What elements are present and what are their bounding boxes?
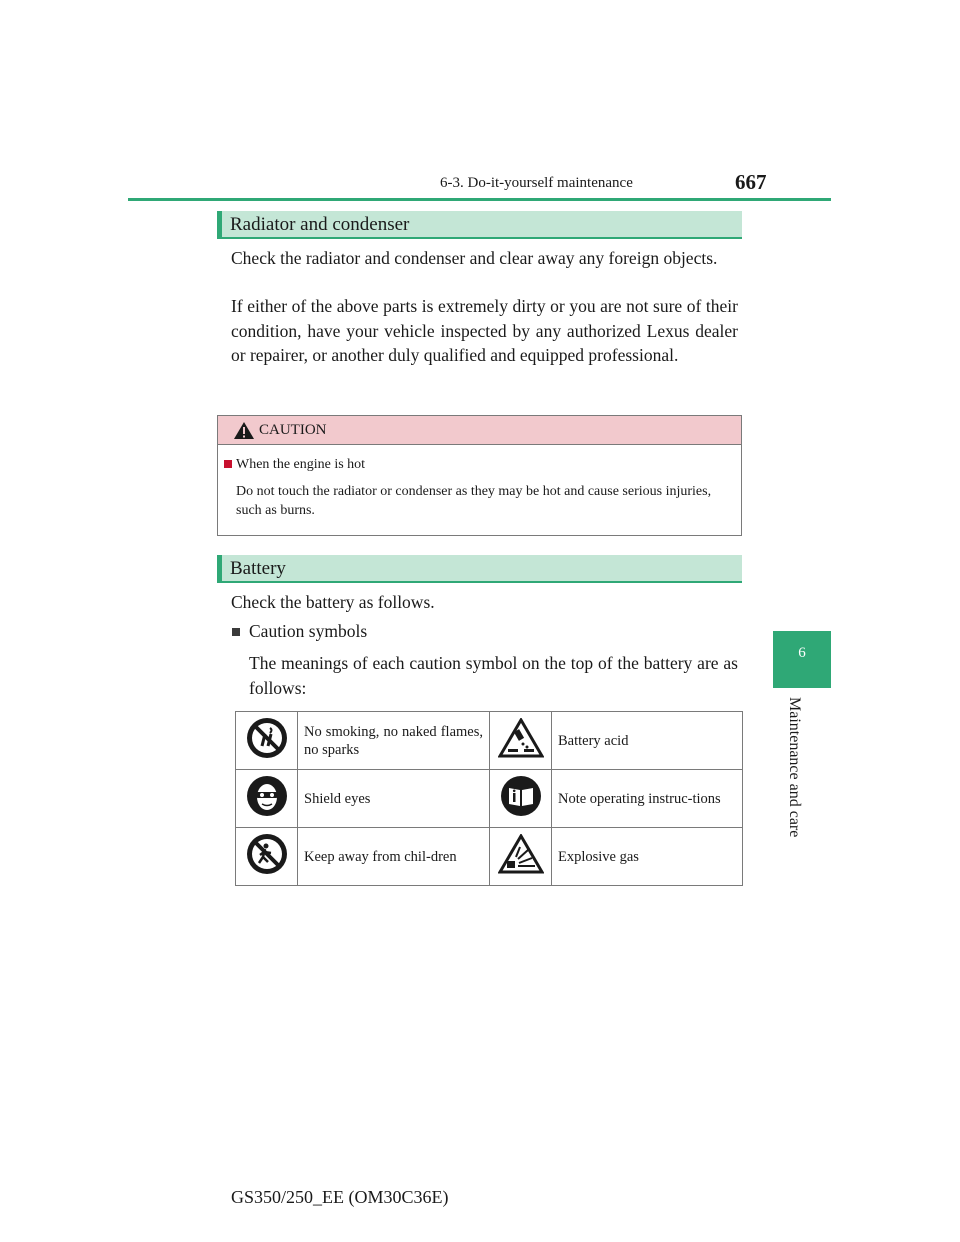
radiator-paragraph-1: Check the radiator and condenser and clear away any foreign objects. (231, 248, 718, 268)
symbol-label: Battery acid (558, 732, 629, 749)
battery-paragraph-2: The meanings of each caution symbol on the top of the battery are as follows: (249, 653, 738, 698)
caution-label: CAUTION (259, 422, 327, 438)
symbol-label-cell (552, 770, 743, 828)
square-bullet-icon (232, 628, 240, 636)
no-smoking-icon (245, 747, 289, 764)
caution-subheading: When the engine is hot (236, 457, 366, 472)
symbol-label: Shield eyes (304, 790, 371, 807)
battery-paragraph-1: Check the battery as follows. (231, 592, 435, 612)
symbol-label: Note operating instruc-tions (558, 790, 721, 807)
section-heading-radiator-title: Radiator and condenser (230, 214, 410, 235)
bullet-heading-caution-symbols: Caution symbols (249, 621, 368, 641)
section-heading-battery-title: Battery (230, 558, 286, 579)
symbol-label-cell (552, 712, 743, 770)
symbol-label-cell (298, 770, 490, 828)
caution-symbol-table (235, 711, 743, 886)
radiator-paragraph-2: If either of the above parts is extremely dirty or you are not sure of their condition, have your vehicle inspected by any authorized Lexus dealer or repairer, or another duly qualified and equipped professional. (231, 296, 738, 365)
symbol-label: No smoking, no naked flames, no sparks (304, 723, 483, 758)
section-heading-radiator (217, 211, 742, 239)
keep-away-children-icon (245, 863, 289, 880)
shield-eyes-icon (245, 805, 289, 822)
symbol-cell (490, 770, 552, 828)
symbol-cell (236, 770, 298, 828)
warning-triangle-icon (233, 421, 255, 445)
symbol-label-cell (298, 712, 490, 770)
symbol-label-cell (552, 828, 743, 886)
table-row (236, 770, 743, 828)
symbol-label-cell (298, 828, 490, 886)
caution-header (218, 416, 741, 445)
symbol-label: Explosive gas (558, 848, 639, 865)
explosive-gas-icon (498, 861, 544, 878)
chapter-tab-label: Maintenance and care (786, 697, 803, 838)
caution-body: Do not touch the radiator or condenser as they may be hot and cause serious injuries, such as burns. (236, 484, 712, 518)
header-section-title: 6-3. Do-it-yourself maintenance (440, 175, 633, 191)
symbol-label: Keep away from chil-dren (304, 848, 457, 865)
footer-model-code: GS350/250_EE (OM30C36E) (231, 1187, 449, 1207)
table-row (236, 828, 743, 886)
symbol-cell (490, 828, 552, 886)
caution-bullet-icon (224, 460, 232, 468)
table-row (236, 712, 743, 770)
operating-instructions-icon (499, 805, 543, 822)
caution-box (217, 415, 742, 536)
symbol-cell (236, 828, 298, 886)
header-rule (128, 198, 831, 201)
symbol-cell (236, 712, 298, 770)
section-heading-battery (217, 555, 742, 583)
symbol-cell (490, 712, 552, 770)
chapter-tab-number: 6 (798, 645, 806, 661)
battery-acid-icon (498, 745, 544, 762)
page-number: 667 (735, 170, 767, 194)
